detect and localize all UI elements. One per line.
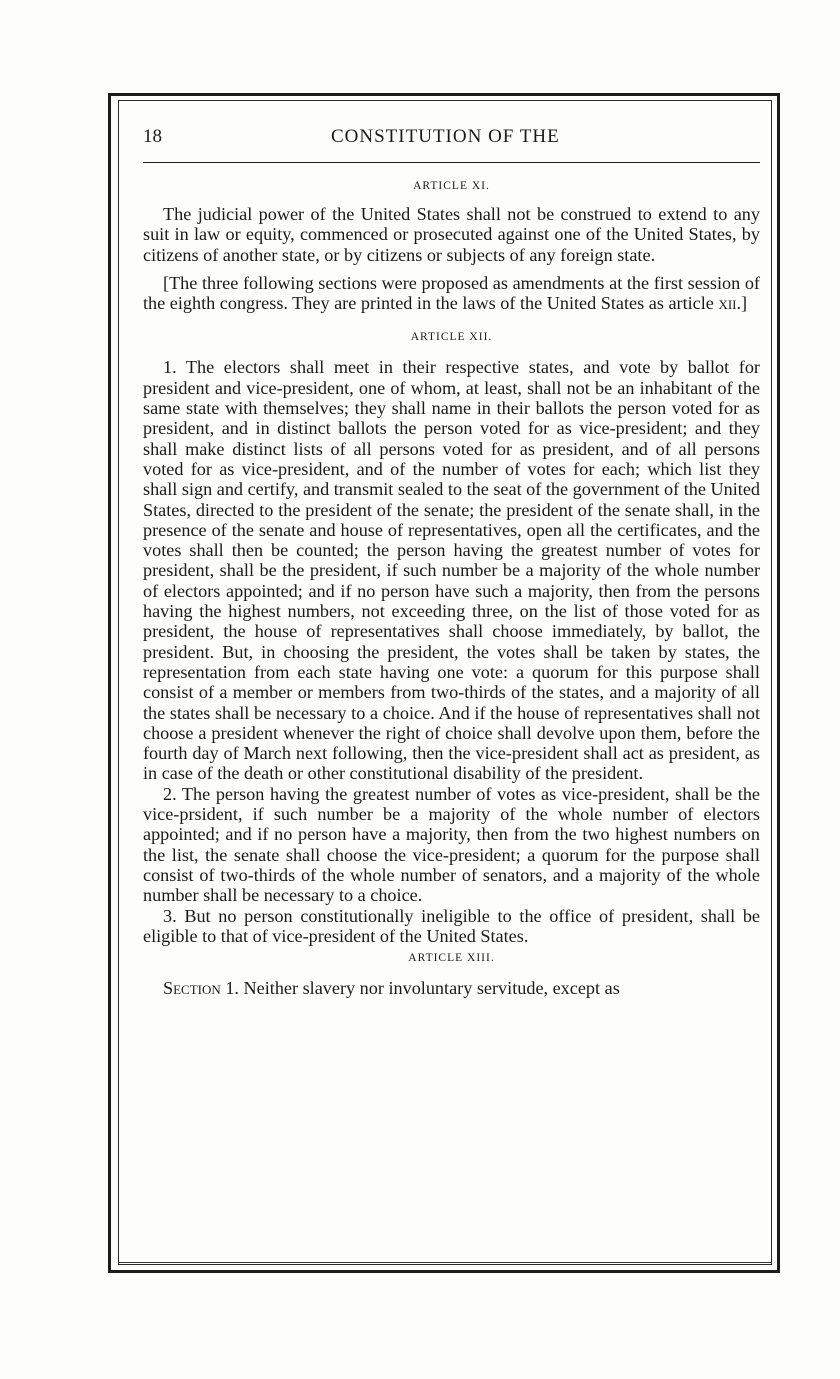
editorial-note [143,273,760,314]
article-xii-section-3: 3. But no person constitutionally ineligible to the office of president, shall be eligible to that of vice-president of the United States. [143,905,760,946]
article-xiii-section-label: Section 1. [163,978,239,999]
running-head-title: CONSTITUTION OF THE [331,126,560,147]
article-xii-section-2: 2. The person having the greatest number of votes as vice-president, shall be the vice-prsident, if such number be a majority of the whole number of electors appointed; and if no person have a majority, then from the two highest numbers on the list, the senate shall choose the vice-president; a quorum for the purpose shall consist of two-thirds of the whole number of senators, and a majority of the whole number shall be necessary to a choice. [143,783,760,906]
article-xii-section-1: 1. The electors shall meet in their respective states, and vote by ballot for president and vice-president, one of whom, at least, shall not be an inhabitant of the same state with themselves; they shall name in their ballots the person voted for as president, and in distinct ballots the person voted for as vice-president; and they shall make distinct lists of all persons voted for as president, and of all persons voted for as vice-president, and of the number of votes for each; which list they shall sign and certify, and transmit sealed to the seat of the government of the United States, directed to the president of the senate; the president of the senate shall, in the presence of the senate and house of representatives, open all the certificates, and the votes shall then be counted; the person having the greatest number of votes for president, shall be the president, if such number be a majority of the whole number of electors appointed; and if no person have such a majority, then from the persons having the highest numbers, not exceeding three, on the list of those voted for as president, the house of representatives shall choose immediately, by ballot, the president. But, in choosing the president, the votes shall be taken by states, the representation from each state having one vote: a quorum for this purpose shall consist of a member or members from two-thirds of the states, and a majority of all the states shall be necessary to a choice. And if the house of representatives shall not choose a president whenever the right of choice shall devolve upon them, before the fourth day of March next following, then the vice-president shall act as president, as in case of the death or other constitutional disability of the president. [143,357,761,784]
article-xii-heading: ARTICLE XII. [410,331,493,344]
header-rule [143,162,760,163]
article-xiii-section-1 [143,978,760,998]
article-xiii-heading: ARTICLE XIII. [408,952,495,965]
footer-rule [118,1262,772,1263]
running-head [143,126,763,152]
editorial-note-close: ] [741,293,748,314]
page-content [143,176,760,998]
editorial-note-text: [The three following sections were proposed as amendments at the first session of the eighth congress. They are printed in the laws of the United States as article [143,272,760,314]
article-xi-text: The judicial power of the United States shall not be construed to extend to any suit in law or equity, commenced or prosecuted against one of the United States, by citizens of another state, or by citizens or subjects of any foreign state. [143,204,760,265]
page-number: 18 [143,126,162,147]
editorial-note-article-ref: xii. [718,293,742,314]
article-xi-heading: ARTICLE XI. [413,180,490,192]
article-xiii-text: Neither slavery nor involuntary servitude, except as [243,978,620,999]
